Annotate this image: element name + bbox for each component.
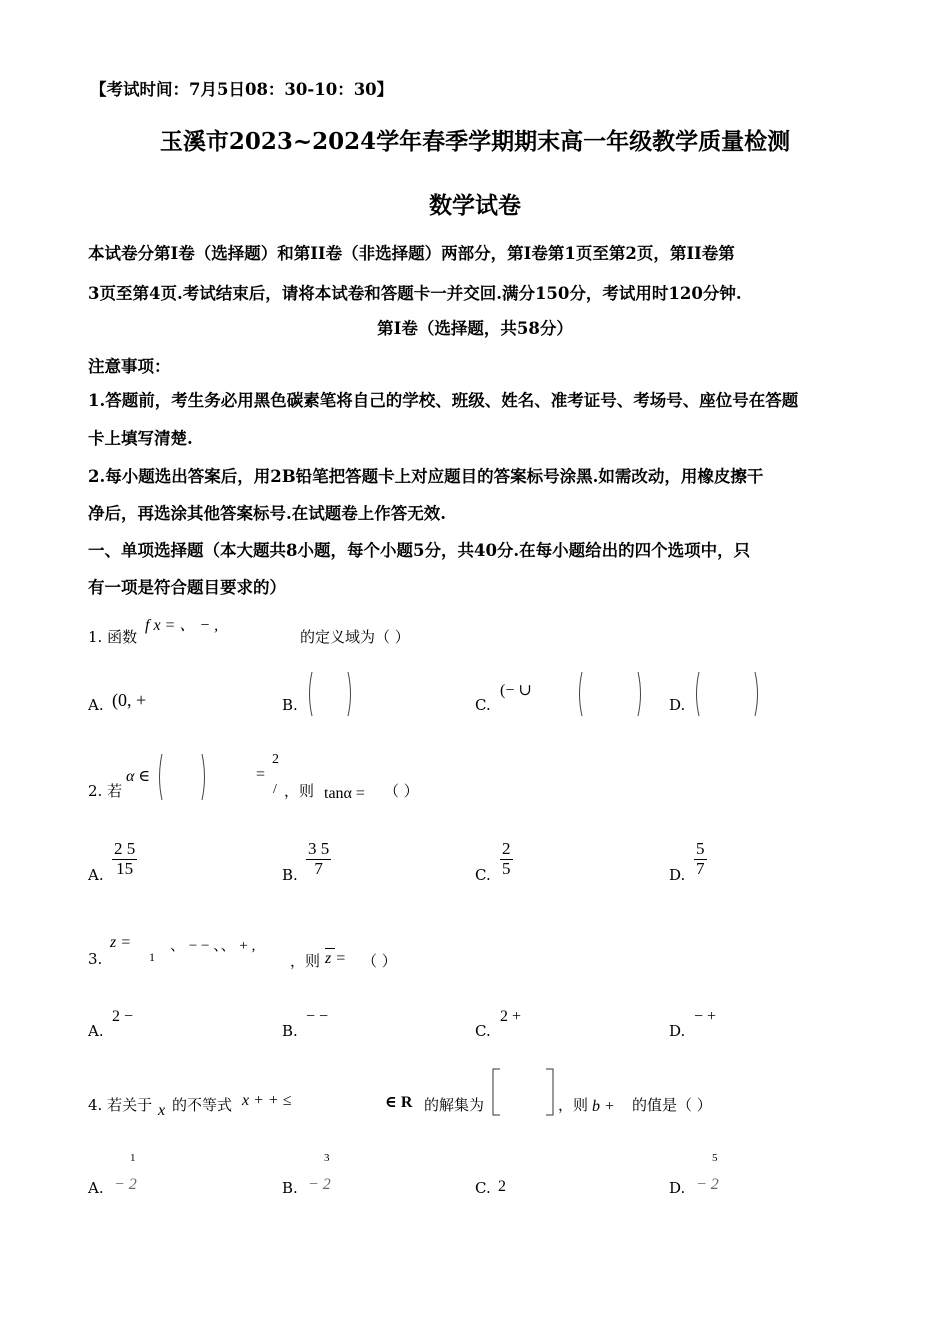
q1-option-b-label: B. [282,696,298,714]
q3-option-b-text: − − [306,1008,329,1025]
q4-var-x: x [158,1102,166,1119]
notice-1-line-2: 卡上填写清楚. [88,429,193,448]
part1-line-1: 一、单项选择题（本大题共8小题，每个小题5分，共40分.在每小题给出的四个选项中，只 [88,541,751,560]
q4-mid3: ，则 [558,1096,589,1114]
q2-option-a-label: A. [88,866,104,884]
q2-suffix: （ ） [384,782,419,800]
q2-formula-b: = [256,766,266,783]
notice-2-line-2: 净后，再选涂其他答案标号.在试题卷上作答无效. [88,504,446,523]
q4-option-a-text: − 2 [114,1176,137,1193]
q4-bplus: b + [592,1098,615,1115]
q1-option-d-interval [693,670,763,718]
q4-suffix: 的值是（ ） [632,1096,712,1114]
q4-in-R: ∈ R [385,1094,413,1111]
q2-option-d-num: 5 [696,839,705,858]
q3-mid: ，则 [290,952,321,970]
q2-option-b-frac [306,840,331,878]
q2-sup: 2 [272,752,279,767]
q4-option-b-sup: 3 [324,1152,330,1164]
q4-mid2: 的解集为 [424,1096,485,1114]
q2-option-c-den: 5 [502,858,511,878]
intro-line-2: 3页至第4页.考试结束后，请将本试卷和答题卡一并交回.满分150分，考试用时120分钟. [88,284,742,303]
q1-option-c-parens [576,670,646,718]
page-subtitle: 数学试卷 [429,192,521,219]
q1-option-d-label: D. [669,696,686,714]
q2-option-c-num: 2 [502,839,511,858]
q4-option-a-sup: 1 [130,1152,136,1164]
q2-option-d-den: 7 [696,858,705,878]
q3-option-d-label: D. [669,1022,686,1040]
q2-option-a-frac [112,840,137,878]
q3-tail: 、 − − 、、 + , [170,938,256,954]
q3-option-d-text: − + [694,1008,717,1025]
q3-option-c-text: 2 + [500,1008,522,1025]
q2-mid: ，则 [284,782,315,800]
q3-option-b-label: B. [282,1022,298,1040]
q4-mid1: 的不等式 [172,1096,233,1114]
q2-option-b-num: 3 5 [308,839,330,858]
q2-option-c-frac [500,840,513,878]
q2-option-b-label: B. [282,866,298,884]
q4-interval [492,1068,554,1120]
q4-option-b-text: − 2 [308,1176,331,1193]
intro-line-1: 本试卷分第I卷（选择题）和第II卷（非选择题）两部分，第I卷第1页至第2页，第II卷第 [88,244,735,263]
notice-1-line-1: 1.答题前，考生务必用黑色碳素笔将自己的学校、班级、姓名、准考证号、考场号、座位号在答题 [88,391,799,410]
q1-option-d-parens [693,670,763,718]
q1-formula: f x = 、 − , [145,617,219,634]
q1-suffix: 的定义域为（ ） [300,628,410,646]
section-title: 第I卷（选择题，共58分） [377,319,573,338]
q1-option-c-interval [576,670,646,718]
q4-option-a-label: A. [88,1179,104,1197]
q1-option-b-parens [306,670,354,718]
part1-line-2: 有一项是符合题目要求的） [88,578,286,597]
q2-prefix: 2. 若 [88,782,123,800]
q2-interval-parens [156,752,208,802]
q3-suffix: （ ） [362,952,397,970]
q4-prefix: 4. 若关于 [88,1096,153,1114]
q2-option-a-num: 2 5 [114,839,136,858]
page-title: 玉溪市2023~2024学年春季学期期末高一年级教学质量检测 [159,128,791,155]
notice-title: 注意事项： [88,357,171,376]
q1-prefix: 1. 函数 [88,628,138,646]
q4-interval-brackets [492,1068,554,1116]
q2-slash: / [273,782,277,797]
q2-formula-a: α ∈ [126,768,151,785]
q1-option-c-label: C. [475,696,491,714]
q1-option-c-text: (− ∪ [500,682,532,699]
q3-frac-hint: 1 [149,950,155,964]
q4-option-c-label: C. [475,1179,491,1197]
q1-option-a-label: A. [88,696,104,714]
q2-option-b-den: 7 [314,858,323,878]
q3-option-c-label: C. [475,1022,491,1040]
notice-2-line-1: 2.每小题选出答案后，用2B铅笔把答题卡上对应题目的答案标号涂黑.如需改动，用橡皮擦干 [88,467,764,486]
q4-option-b-label: B. [282,1179,298,1197]
q3-zbar: z = [325,950,347,967]
q2-option-d-label: D. [669,866,686,884]
q1-option-b-interval [306,670,354,718]
q4-option-d-sup: 5 [712,1152,718,1164]
q1-option-a-text: (0, + [112,690,147,710]
q2-interval [156,752,208,802]
q4-inequality: x + + ≤ [242,1092,292,1109]
q3-option-a-label: A. [88,1022,104,1040]
q3-option-a-text: 2 − [112,1008,134,1025]
q2-option-c-label: C. [475,866,491,884]
q3-prefix: 3. [88,950,103,968]
q3-formula: z = [110,934,132,951]
q2-tan: tanα = [324,785,365,802]
exam-time: 【考试时间：7月5日08：30-10：30】 [90,80,394,99]
q3-conjugate-bar [325,948,335,949]
q4-option-c-text: 2 [498,1178,506,1195]
q2-option-d-frac [694,840,707,878]
q2-option-a-den: 15 [116,858,134,878]
q4-option-d-label: D. [669,1179,686,1197]
q4-option-d-text: − 2 [696,1176,719,1193]
